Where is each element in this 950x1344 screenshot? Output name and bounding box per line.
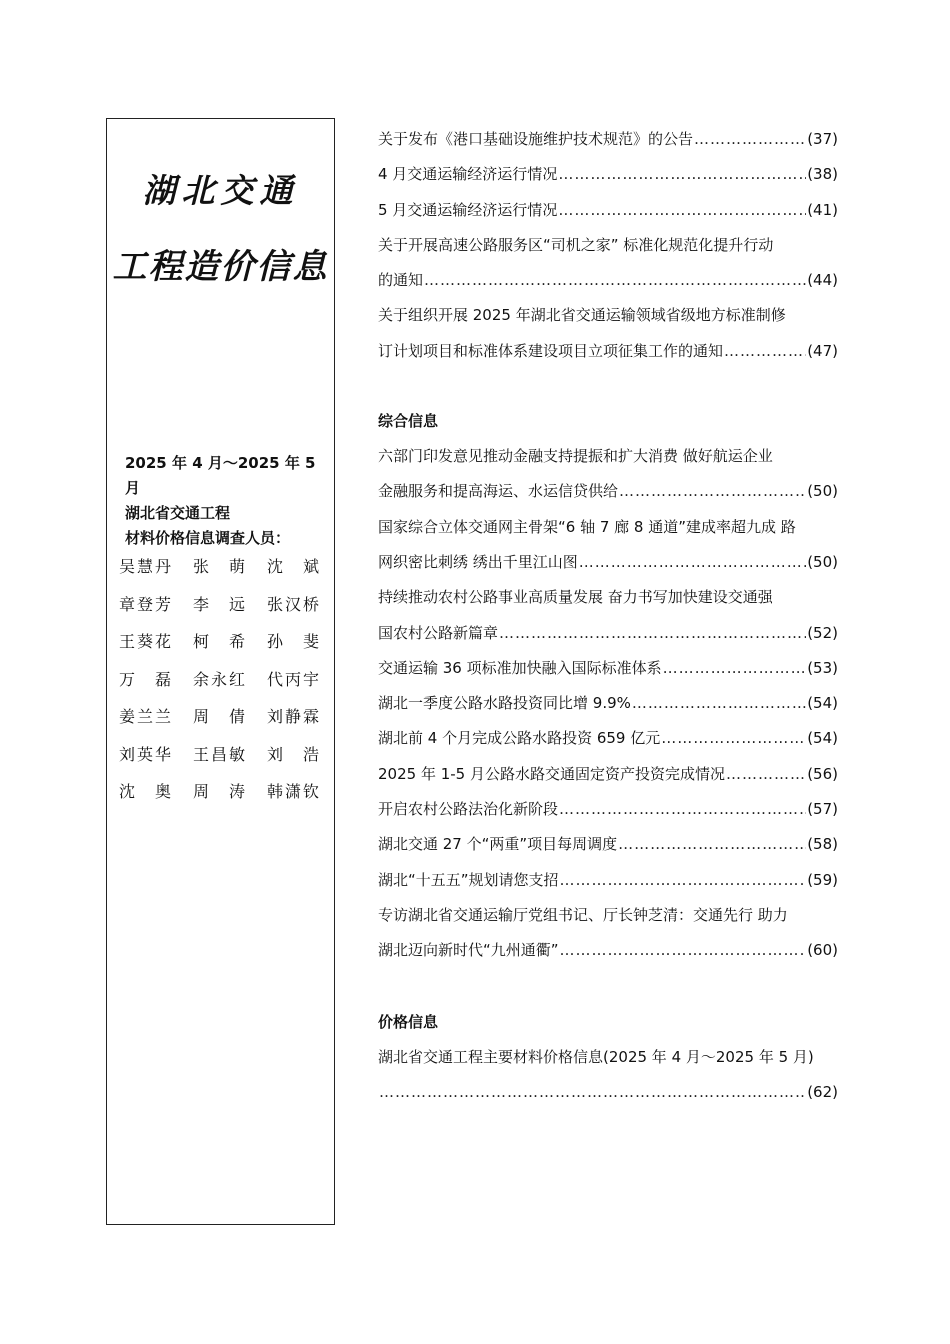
toc-page-number: (58) [807,835,838,854]
surveyor-name: 章登芳 [119,594,171,614]
toc-entry-title: 5 月交通运输经济运行情况 [378,200,558,219]
toc-leader-dots [618,830,806,865]
survey-meta [125,451,334,551]
surveyor-name: 刘英华 [119,744,171,764]
toc-leader-dots [558,160,806,195]
toc-entry[interactable] [378,1078,838,1113]
toc-leader-dots [560,936,807,971]
toc-leader-dots [694,125,806,160]
toc-page-number: (62) [807,1082,838,1101]
surveyor-name: 李 远 [193,594,245,614]
toc-entry[interactable] [378,196,838,231]
toc-entry[interactable] [378,795,838,830]
toc-entry[interactable] [378,724,838,759]
surveyor-name: 王昌敏 [193,744,245,764]
toc-page-number: (50) [807,552,838,571]
toc-leader-dots [560,866,807,901]
toc-page-number: (56) [807,764,838,783]
toc-entry[interactable] [378,266,838,301]
journal-title-line2: 工程造价信息 [112,247,329,287]
toc-entry-title: 4 月交通运输经济运行情况 [378,165,558,184]
section-heading: 价格信息 [378,1012,439,1031]
surveyor-name: 刘 浩 [267,744,319,764]
surveyor-names [119,555,319,818]
section-spacer [378,972,838,1008]
surveyor-name: 韩潇钦 [267,782,319,801]
toc-entry-title: 关于组织开展 2025 年湖北省交通运输领域省级地方标准制修 [378,306,786,325]
surveyor-name: 代丙宇 [267,669,319,689]
toc-entry-title: 湖北“十五五”规划请您支招 [378,870,559,889]
toc-leader-dots [579,548,806,583]
surveyor-name: 张汉桥 [267,594,319,614]
toc-leader-dots [379,1078,806,1113]
toc-entry[interactable] [378,548,838,583]
toc-page-number: (38) [807,165,838,184]
surveyor-row [119,593,319,631]
toc-entry-title: 关于发布《港口基础设施维护技术规范》的公告 [378,130,694,148]
toc-entry[interactable] [378,901,838,936]
toc-leader-dots [424,266,806,301]
sidebar-panel [106,118,335,1225]
toc-entry-title: 湖北一季度公路水路投资同比增 9.9% [378,694,631,713]
toc-entry-title: 订计划项目和标准体系建设项目立项征集工作的通知 [378,341,724,360]
toc-page-number: (44) [807,271,838,290]
surveyor-name: 刘静霖 [267,707,319,726]
toc-entry[interactable] [378,301,838,336]
toc-entry-title: 的通知 [378,271,424,290]
org-text: 湖北省交通工程 [125,504,231,522]
toc-entry[interactable] [378,513,838,548]
survey-label: 材料价格信息调查人员： [125,529,291,547]
toc-entry[interactable] [378,583,838,618]
toc-entry-title: 湖北迈向新时代“九州通衢” [378,941,559,960]
surveyor-name: 柯 希 [193,632,245,651]
surveyor-row [119,555,319,593]
toc-entry[interactable] [378,936,838,971]
toc-leader-dots [663,654,807,689]
surveyor-row [119,668,319,706]
section-spacer [378,372,838,407]
surveyor-name: 吴慧丹 [119,557,171,576]
toc-entry-title: 交通运输 36 项标准加快融入国际标准体系 [378,658,662,677]
toc-entry-title: 2025 年 1-5 月公路水路交通固定资产投资完成情况 [378,764,725,783]
period-text: 2025 年 4 月～2025 年 5 月 [125,454,316,497]
surveyor-row [119,780,319,818]
toc-entry[interactable] [378,689,838,724]
toc-page-number: (54) [807,729,838,748]
toc-page-number: (59) [807,870,838,889]
toc-leader-dots [726,760,806,795]
toc-page-number: (50) [807,482,838,501]
surveyor-name: 万 磊 [119,669,171,689]
toc-entry[interactable] [378,866,838,901]
toc-leader-dots [619,477,806,512]
surveyor-name: 沈 斌 [267,557,319,576]
toc-entry[interactable] [378,125,838,160]
toc-leader-dots [558,196,806,231]
toc-entry-title: 持续推动农村公路事业高质量发展 奋力书写加快建设交通强 [378,588,773,607]
toc-leader-dots [559,795,806,830]
surveyor-name: 周 倩 [193,707,245,726]
toc-leader-dots [499,619,806,654]
surveyor-name: 姜兰兰 [119,707,171,726]
surveyor-name: 余永红 [193,669,245,689]
toc-entry[interactable] [378,830,838,865]
toc-entry-title: 金融服务和提高海运、水运信贷供给 [378,482,619,501]
surveyor-name: 沈 奥 [119,782,171,801]
toc-leader-dots [724,337,806,372]
toc-entry[interactable] [378,760,838,795]
toc-page-number: (57) [807,800,838,819]
toc-entry[interactable] [378,619,838,654]
toc-entry-title: 国家综合立体交通网主骨架“6 轴 7 廊 8 通道”建成率超九成 路 [378,517,796,536]
toc-page-number: (37) [807,130,838,148]
toc-page-number: (47) [807,341,838,360]
toc-entry[interactable] [378,477,838,512]
toc-leader-dots [661,724,806,759]
toc-page-number: (52) [807,623,838,642]
toc-entry-title: 网织密比刺绣 绣出千里江山图 [378,552,578,571]
toc-leader-dots [632,689,806,724]
surveyor-row [119,743,319,781]
journal-title-line1: 湖北交通 [142,171,299,210]
toc-entry-title: 湖北前 4 个月完成公路水路投资 659 亿元 [378,729,661,748]
toc-entry-title: 湖北省交通工程主要材料价格信息(2025 年 4 月～2025 年 5 月) [378,1047,814,1066]
section-heading: 综合信息 [378,412,439,431]
toc-entry-title: 关于开展高速公路服务区“司机之家” 标准化规范化提升行动 [378,235,774,254]
toc-entry[interactable] [378,442,838,477]
toc-page-number: (41) [807,200,838,219]
toc-entry[interactable] [378,231,838,266]
toc-entry-title: 专访湖北省交通运输厅党组书记、厅长钟芝清：交通先行 助力 [378,905,788,924]
table-of-contents [378,125,838,1113]
toc-entry[interactable] [378,160,838,195]
toc-page-number: (54) [807,694,838,713]
surveyor-name: 周 涛 [193,782,245,801]
toc-page-number: (53) [807,658,838,677]
surveyor-name: 王葵花 [119,632,171,651]
surveyor-name: 张 萌 [193,557,245,576]
toc-entry[interactable] [378,1043,838,1078]
toc-entry-title: 国农村公路新篇章 [378,623,499,642]
toc-entry-title: 湖北交通 27 个“两重”项目每周调度 [378,835,618,854]
toc-entry-title: 开启农村公路法治化新阶段 [378,800,559,819]
toc-entry[interactable] [378,654,838,689]
surveyor-row [119,630,319,668]
toc-entry-title: 六部门印发意见推动金融支持提振和扩大消费 做好航运企业 [378,447,773,466]
toc-page-number: (60) [807,941,838,960]
toc-entry[interactable] [378,337,838,372]
surveyor-name: 孙 斐 [267,632,319,651]
surveyor-row [119,705,319,743]
